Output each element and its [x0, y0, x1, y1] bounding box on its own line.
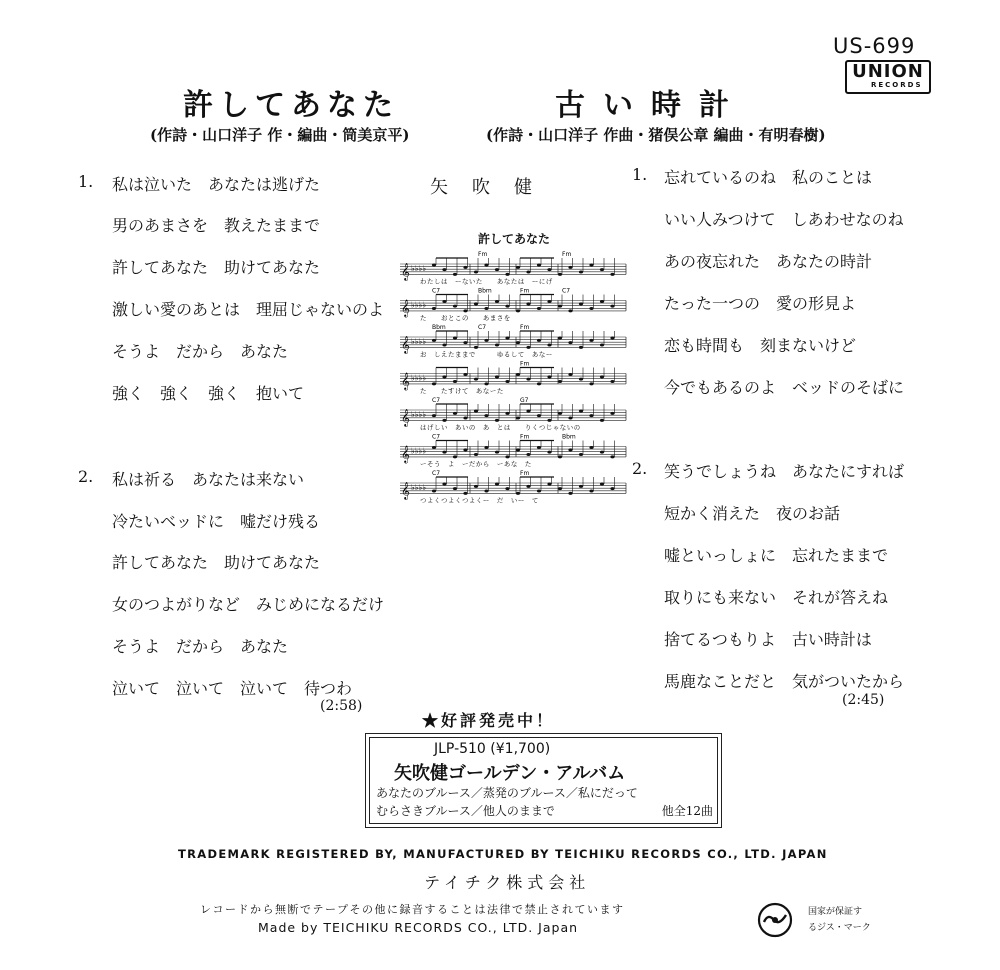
note-head — [505, 380, 509, 383]
note-head — [495, 419, 499, 422]
verse-number: 2. — [632, 459, 648, 478]
note-head — [484, 414, 488, 417]
note-head — [432, 446, 436, 449]
note-head — [516, 309, 520, 312]
lyric-line: 今でもあるのよ ベッドのそばに — [664, 378, 905, 397]
note-head — [568, 492, 572, 495]
note-head — [484, 307, 488, 310]
score-lyric: わたしは ーないた あなたは ーにげ — [420, 277, 553, 286]
treble-clef: 𝄞 — [401, 335, 410, 354]
score-lyric: た おとこの あまさを — [420, 313, 511, 322]
note-head — [505, 273, 509, 276]
note-head — [432, 264, 436, 267]
note-head — [432, 414, 436, 417]
note-head — [589, 307, 593, 310]
note-head — [558, 412, 562, 415]
album-promo-box — [365, 733, 722, 828]
note-head — [463, 266, 467, 269]
lyric-line: 馬鹿なことだと 気がついたから — [664, 672, 905, 691]
note-head — [547, 344, 551, 347]
lyric-line: 激しい愛のあとは 理屈じゃないのよ — [112, 300, 385, 319]
note-head — [453, 273, 457, 276]
note-head — [526, 453, 530, 456]
note-head — [516, 266, 520, 269]
note-head — [589, 339, 593, 342]
chord-symbol: Fm — [520, 433, 530, 441]
lyric-line: 冷たいベッドに 嘘だけ残る — [112, 512, 321, 531]
chord-symbol: Fm — [520, 287, 530, 295]
note-head — [453, 380, 457, 383]
lyric-line: 男のあまさを 教えたままで — [112, 216, 321, 235]
note-head — [610, 455, 614, 458]
jis-text-line-1: 国家が保証す — [808, 907, 863, 917]
chord-symbol: Bbm — [478, 287, 492, 295]
side-a-duration: (2:58) — [320, 698, 363, 714]
treble-clef: 𝄞 — [401, 262, 410, 281]
artist-name: 矢吹健 — [430, 177, 556, 198]
logo-main-text: UNION — [852, 61, 924, 82]
note-head — [558, 273, 562, 276]
score-title: 許してあなた — [478, 232, 551, 246]
note-head — [610, 412, 614, 415]
chord-symbol: Fm — [562, 251, 572, 258]
note-head — [453, 487, 457, 490]
jis-mark-icon — [755, 902, 795, 938]
note-head — [537, 414, 541, 417]
note-head — [484, 382, 488, 385]
note-head — [442, 375, 446, 378]
treble-clef: 𝄞 — [401, 371, 410, 390]
note-head — [495, 375, 499, 378]
note-head — [537, 490, 541, 493]
verse-number: 2. — [78, 467, 94, 486]
catalog-number: US-699 — [833, 34, 916, 58]
chord-symbol: C7 — [432, 397, 441, 404]
note-head — [442, 419, 446, 422]
key-signature: ♭♭♭♭ — [411, 410, 427, 419]
lyric-line: 私は泣いた あなたは逃げた — [112, 175, 321, 194]
chord-symbol: C7 — [562, 287, 571, 295]
score-lyric: はげしい あいの あ とは りくつじゃないの — [420, 423, 581, 432]
treble-clef: 𝄞 — [401, 444, 410, 463]
note-head — [589, 414, 593, 417]
company-name: テイチク株式会社 — [424, 873, 591, 892]
lyric-line: 私は祈る あなたは来ない — [112, 470, 305, 489]
side-b-credits: (作詩・山口洋子 作曲・猪俣公章 編曲・有明春樹) — [486, 126, 826, 144]
note-head — [432, 490, 436, 493]
note-head — [495, 483, 499, 486]
note-head — [537, 339, 541, 342]
note-head — [568, 373, 572, 376]
note-head — [547, 268, 551, 271]
note-head — [600, 375, 604, 378]
lyric-line: 笑うでしょうね あなたにすれば — [664, 462, 905, 481]
lyric-line: 恋も時間も 刻まないけど — [664, 336, 857, 355]
key-signature: ♭♭♭♭ — [411, 337, 427, 346]
note-head — [432, 339, 436, 342]
note-head — [442, 483, 446, 486]
lyric-line: あの夜忘れた あなたの時計 — [664, 252, 873, 271]
note-head — [474, 378, 478, 381]
side-b-duration: (2:45) — [842, 692, 885, 708]
note-head — [516, 492, 520, 495]
note-head — [463, 373, 467, 376]
note-head — [600, 300, 604, 303]
note-head — [463, 417, 467, 420]
lyric-line: 短かく消えた 夜のお話 — [664, 504, 841, 523]
note-head — [568, 341, 572, 344]
lyric-line: 捨てるつもりよ 古い時計は — [664, 630, 872, 649]
note-head — [453, 412, 457, 415]
note-head — [453, 305, 457, 308]
note-head — [547, 375, 551, 378]
side-a-credits: (作詩・山口洋子 作・編曲・筒美京平) — [150, 126, 410, 144]
album-tracks-line-1: あなたのブルース／蒸発のブルース／私にだって — [376, 786, 638, 800]
lyric-line: たった一つの 愛の形見よ — [664, 294, 857, 313]
note-head — [558, 337, 562, 340]
note-head — [463, 448, 467, 451]
chord-symbol: C7 — [478, 324, 487, 331]
chord-symbol: Fm — [520, 324, 530, 331]
note-head — [610, 487, 614, 490]
chord-symbol: C7 — [432, 287, 441, 295]
key-signature: ♭♭♭♭ — [411, 300, 427, 310]
note-head — [600, 419, 604, 422]
note-head — [453, 337, 457, 340]
lyric-line: 女のつよがりなど みじめになるだけ — [112, 595, 385, 614]
note-head — [432, 382, 436, 385]
chord-symbol: Bbm — [432, 324, 446, 331]
note-head — [600, 344, 604, 347]
note-head — [547, 419, 551, 422]
note-head — [589, 490, 593, 493]
note-head — [516, 373, 520, 376]
chord-symbol: Bbm — [562, 433, 576, 441]
note-head — [474, 271, 478, 274]
note-head — [463, 309, 467, 312]
note-head — [600, 268, 604, 271]
score-lyric: つよくつよくつよくー だ いー て — [420, 496, 539, 505]
note-head — [526, 410, 530, 413]
note-head — [526, 271, 530, 274]
note-head — [589, 382, 593, 385]
note-head — [547, 483, 551, 486]
note-head — [526, 346, 530, 349]
note-head — [537, 264, 541, 267]
note-head — [526, 302, 530, 305]
chord-symbol: Fm — [478, 251, 488, 258]
note-head — [579, 485, 583, 488]
logo-sub-text: RECORDS — [871, 81, 923, 89]
now-on-sale-heading: ★好評発売中！ — [422, 711, 556, 730]
note-head — [484, 490, 488, 493]
note-head — [579, 378, 583, 381]
note-head — [537, 446, 541, 449]
note-head — [453, 455, 457, 458]
lyric-line: 強く 強く 強く 抱いて — [112, 384, 305, 403]
note-head — [484, 264, 488, 267]
album-tracks-line-2: むらさきブルース／他人のままで — [376, 804, 555, 818]
verse-number: 1. — [78, 172, 94, 191]
treble-clef: 𝄞 — [401, 298, 410, 317]
note-head — [558, 455, 562, 458]
note-head — [484, 339, 488, 342]
lyric-line: いい人みつけて しあわせなのね — [664, 210, 904, 229]
note-head — [505, 337, 509, 340]
note-head — [474, 453, 478, 456]
note-head — [463, 341, 467, 344]
note-head — [526, 485, 530, 488]
note-head — [495, 268, 499, 271]
note-head — [495, 451, 499, 454]
treble-clef: 𝄞 — [401, 408, 410, 427]
note-head — [463, 492, 467, 495]
note-head — [432, 307, 436, 310]
note-head — [484, 446, 488, 449]
note-head — [442, 268, 446, 271]
lyric-line: 許してあなた 助けてあなた — [112, 553, 321, 572]
key-signature: ♭♭♭♭ — [411, 373, 427, 383]
note-head — [474, 485, 478, 488]
note-head — [579, 271, 583, 274]
album-catalog: JLP-510 (¥1,700) — [434, 741, 551, 757]
note-head — [474, 410, 478, 413]
note-head — [558, 380, 562, 383]
note-head — [600, 451, 604, 454]
note-head — [516, 448, 520, 451]
note-head — [568, 309, 572, 312]
note-head — [568, 448, 572, 451]
note-head — [568, 417, 572, 420]
note-head — [600, 483, 604, 486]
lyric-line: 嘘といっしょに 忘れたままで — [664, 546, 889, 565]
note-head — [505, 412, 509, 415]
note-head — [526, 378, 530, 381]
note-head — [610, 337, 614, 340]
note-head — [505, 487, 509, 490]
jis-mark-text — [808, 904, 874, 936]
note-head — [589, 264, 593, 267]
made-by-notice: Made by TEICHIKU RECORDS CO., LTD. Japan — [258, 920, 579, 935]
lyric-line: 泣いて 泣いて 泣いて 待つわ — [112, 679, 353, 698]
note-head — [589, 446, 593, 449]
union-records-logo — [845, 60, 931, 94]
lyric-line: そうよ だから あなた — [112, 342, 289, 361]
sheet-music — [398, 250, 630, 510]
album-title: 矢吹健ゴールデン・アルバム — [394, 763, 626, 784]
note-head — [547, 300, 551, 303]
note-head — [505, 455, 509, 458]
score-lyric: ーそう よ ーだから ーあな た — [420, 459, 532, 468]
note-head — [568, 266, 572, 269]
lyric-line: 忘れているのね 私のことは — [664, 168, 873, 187]
chord-symbol: Fm — [520, 470, 530, 477]
key-signature: ♭♭♭♭ — [411, 483, 427, 492]
treble-clef: 𝄞 — [401, 481, 410, 500]
note-head — [579, 302, 583, 305]
jis-text-line-2: るジス・マーク — [808, 923, 871, 933]
note-head — [610, 305, 614, 308]
chord-symbol: C7 — [432, 433, 441, 441]
chord-symbol: Fm — [520, 360, 530, 368]
note-head — [579, 453, 583, 456]
note-head — [558, 305, 562, 308]
note-head — [516, 341, 520, 344]
note-head — [610, 380, 614, 383]
chord-symbol: G7 — [520, 397, 529, 404]
note-head — [610, 273, 614, 276]
trademark-notice: TRADEMARK REGISTERED BY, MANUFACTURED BY TEICHIKU RECORDS CO., LTD. JAPAN — [178, 847, 828, 861]
chord-symbol: C7 — [432, 470, 441, 477]
note-head — [442, 451, 446, 454]
note-head — [579, 346, 583, 349]
lyric-line: 許してあなた 助けてあなた — [112, 258, 321, 277]
note-head — [495, 300, 499, 303]
note-head — [442, 344, 446, 347]
note-head — [537, 382, 541, 385]
key-signature: ♭♭♭♭ — [411, 446, 427, 456]
key-signature: ♭♭♭♭ — [411, 264, 427, 273]
note-head — [505, 305, 509, 308]
side-a-title: 許してあなた — [183, 88, 399, 123]
side-b-title: 古い時計 — [555, 88, 747, 123]
note-head — [558, 487, 562, 490]
lyric-line: 取りにも来ない それが答えね — [664, 588, 889, 607]
album-track-count: 他全12曲 — [661, 804, 713, 818]
recording-warning: レコードから無断でテープその他に録音することは法律で禁止されています — [200, 903, 625, 916]
score-lyric: お しえたままで ゆるして あなー — [420, 350, 553, 359]
note-head — [495, 344, 499, 347]
note-head — [537, 307, 541, 310]
verse-number: 1. — [632, 165, 648, 184]
lyric-line: そうよ だから あなた — [112, 637, 289, 656]
note-head — [474, 346, 478, 349]
note-head — [579, 410, 583, 413]
note-head — [516, 417, 520, 420]
score-lyric: た たすけて あなーた — [420, 386, 504, 395]
note-head — [442, 300, 446, 303]
note-head — [547, 451, 551, 454]
note-head — [474, 302, 478, 305]
